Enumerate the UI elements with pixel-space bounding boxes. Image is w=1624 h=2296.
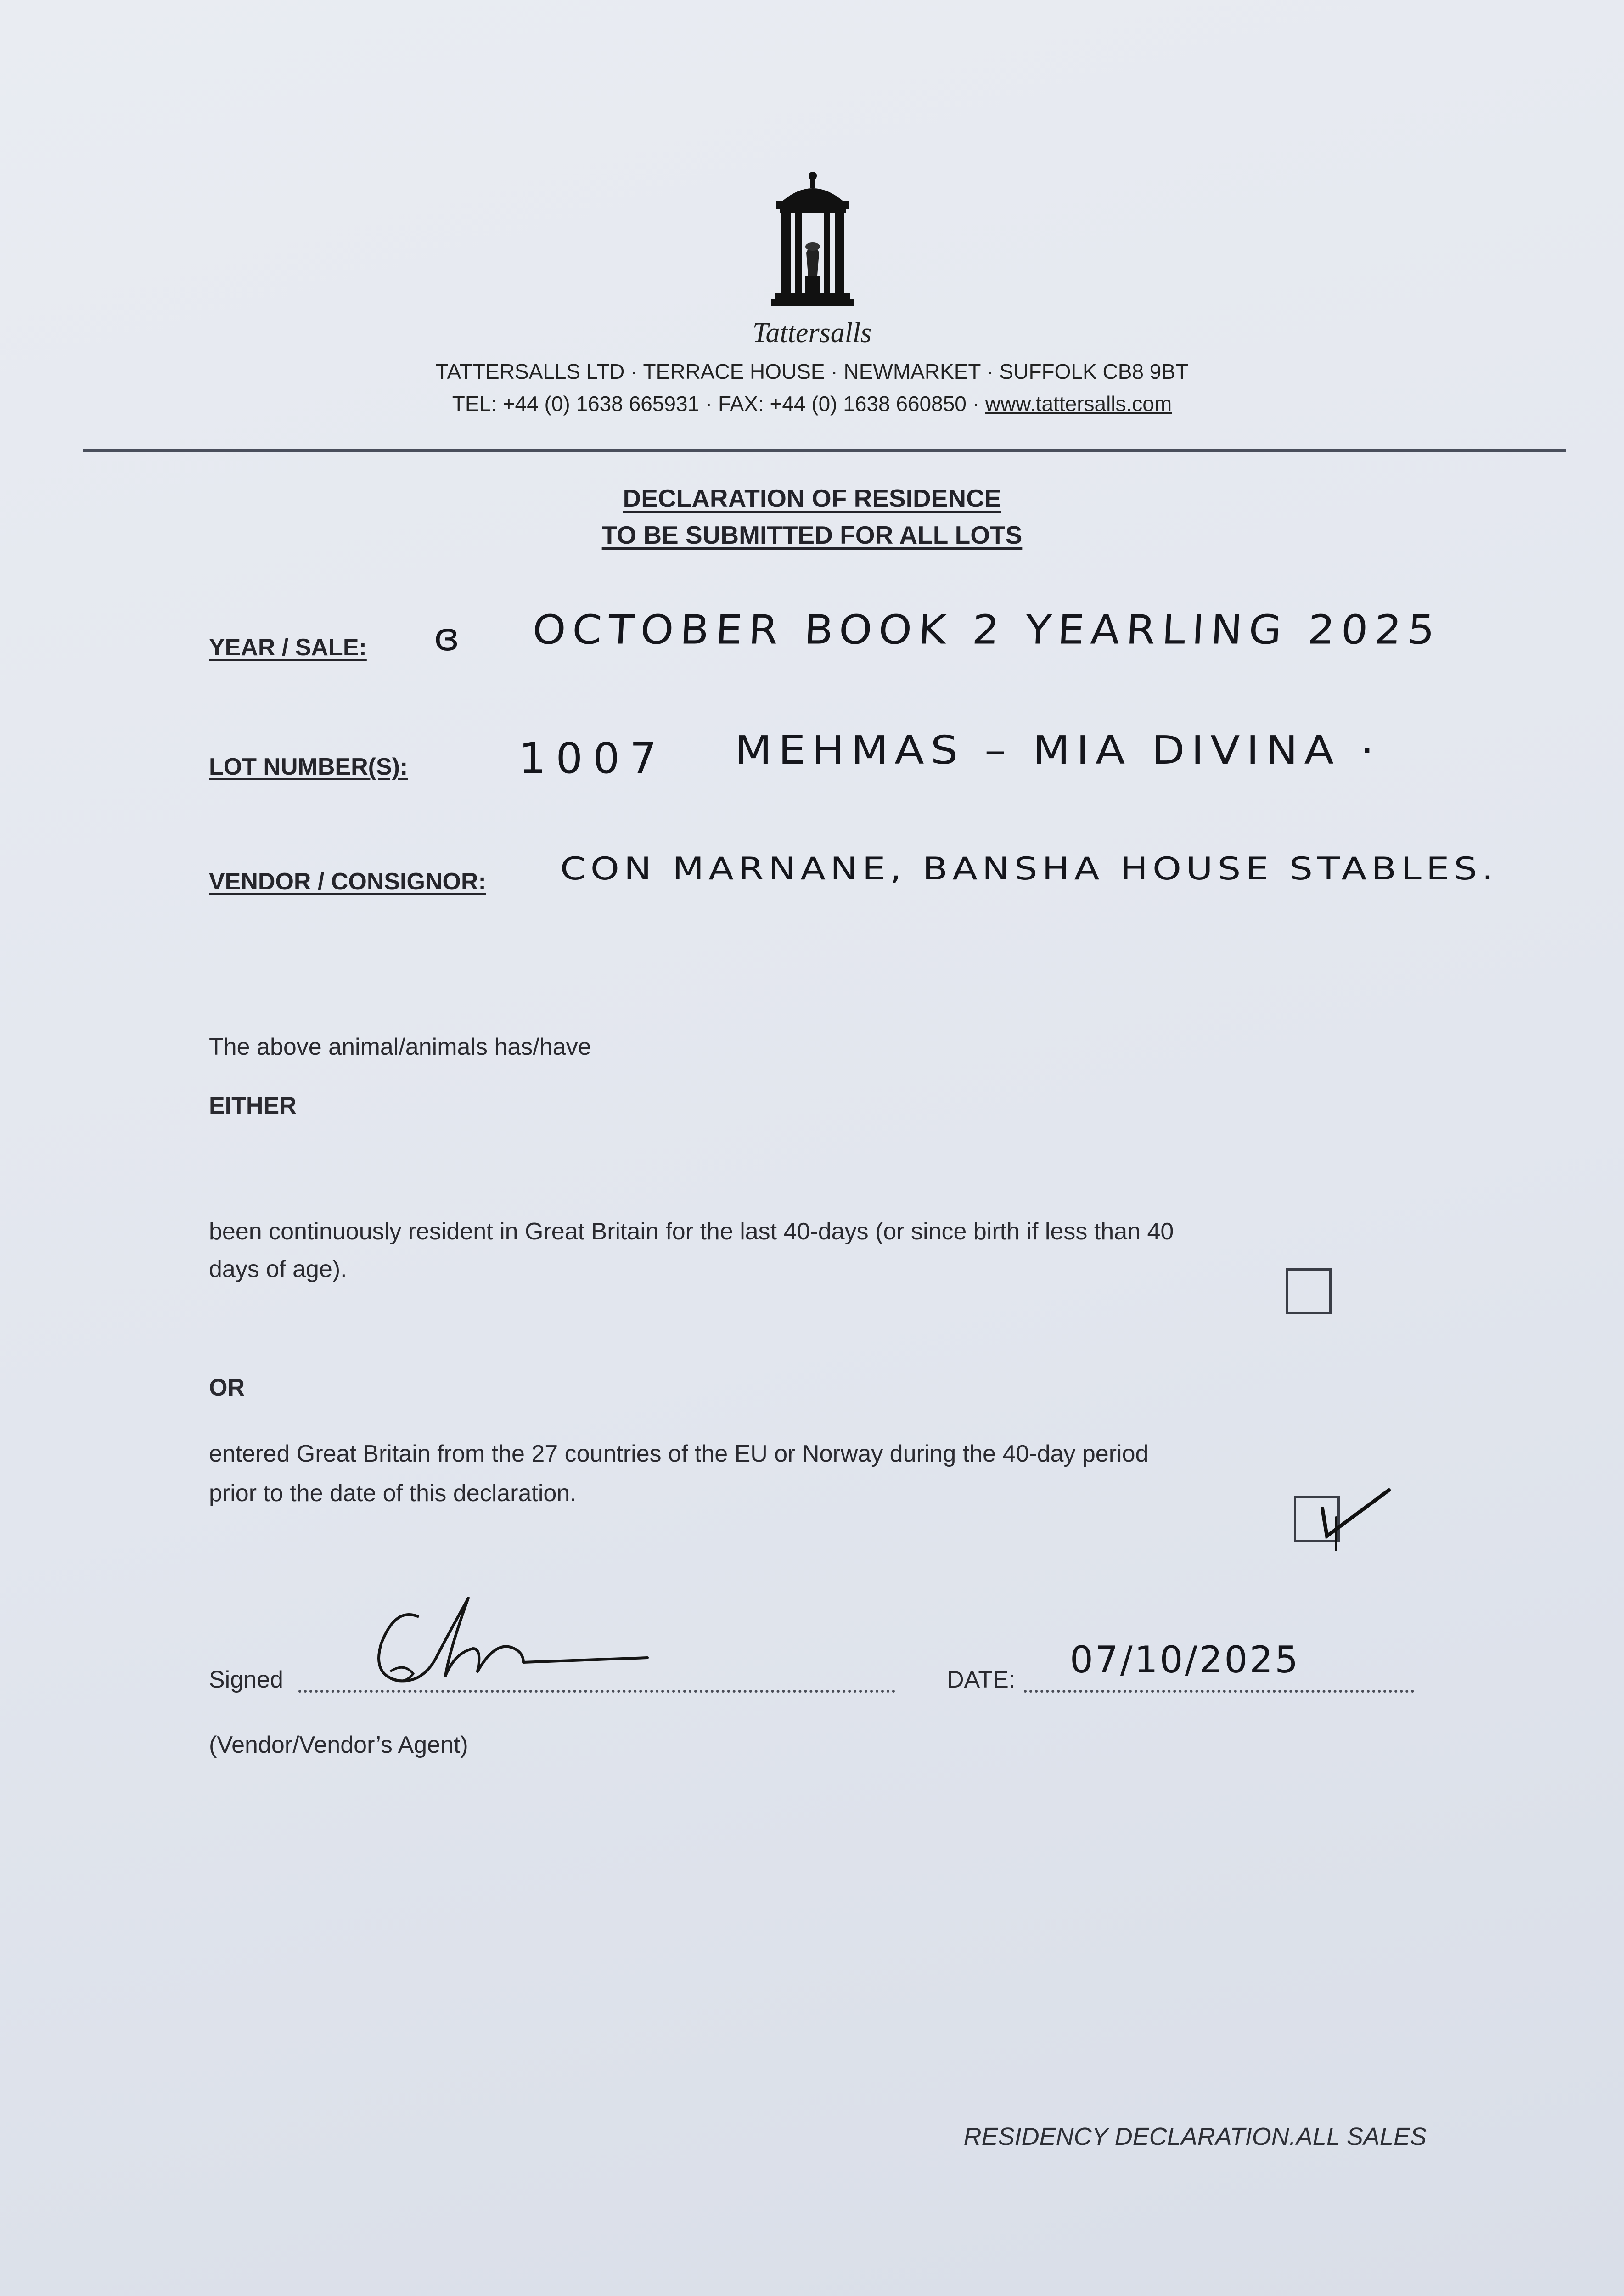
date-line [1024,1690,1414,1693]
option2-text-line1: entered Great Britain from the 27 countries of the EU or Norway during the 40-day period [209,1441,1149,1467]
brand-name: Tattersalls [752,317,872,349]
website-link[interactable]: www.tattersalls.com [985,392,1172,416]
or-label: OR [209,1374,245,1401]
date-label: DATE: [947,1666,1016,1693]
form-footer: RESIDENCY DECLARATION.ALL SALES [963,2123,1427,2150]
year-sale-label: YEAR / SALE: [209,634,367,661]
form-subtitle: TO BE SUBMITTED FOR ALL LOTS [601,521,1023,549]
vendor-value[interactable]: CON MARNANE, BANSHA HOUSE STABLES. [560,850,1498,887]
year-sale-value[interactable]: OCTOBER BOOK 2 YEARLING 2025 [531,606,1443,653]
tattersalls-logo [762,168,863,315]
lot-number-value[interactable]: 1007 [519,734,667,783]
signed-label: Signed [209,1666,283,1693]
company-address: TATTERSALLS LTD · TERRACE HOUSE · NEWMARKET · SUFFOLK CB8 9BT [435,360,1189,383]
option1-text-line2: days of age). [209,1256,347,1283]
option1-text-line1: been continuously resident in Great Britain for the last 40-days (or since birth if less than 40 [209,1218,1174,1245]
vendor-label: VENDOR / CONSIGNOR: [209,868,486,895]
option1-checkbox[interactable] [1286,1268,1332,1314]
signer-role-label: (Vendor/Vendor’s Agent) [209,1732,468,1758]
intro-text: The above animal/animals has/have [209,1034,591,1060]
option2-text-line2: prior to the date of this declaration. [209,1480,577,1507]
date-value[interactable]: 07/10/2025 [1070,1638,1300,1681]
either-label: EITHER [209,1092,297,1119]
scribble-mark: ɞ [434,614,466,659]
lot-horse-value[interactable]: MEHMAS – MIA DIVINA · [735,728,1381,773]
phone-fax: TEL: +44 (0) 1638 665931 · FAX: +44 (0) 1638 660850 · [452,392,985,416]
signature-scrawl[interactable] [331,1580,652,1717]
contact-line [0,391,1624,416]
header-divider [83,449,1566,452]
checkmark-icon [1304,1481,1396,1559]
form-title: DECLARATION OF RESIDENCE [623,484,1001,512]
lot-numbers-label: LOT NUMBER(S): [209,754,408,780]
